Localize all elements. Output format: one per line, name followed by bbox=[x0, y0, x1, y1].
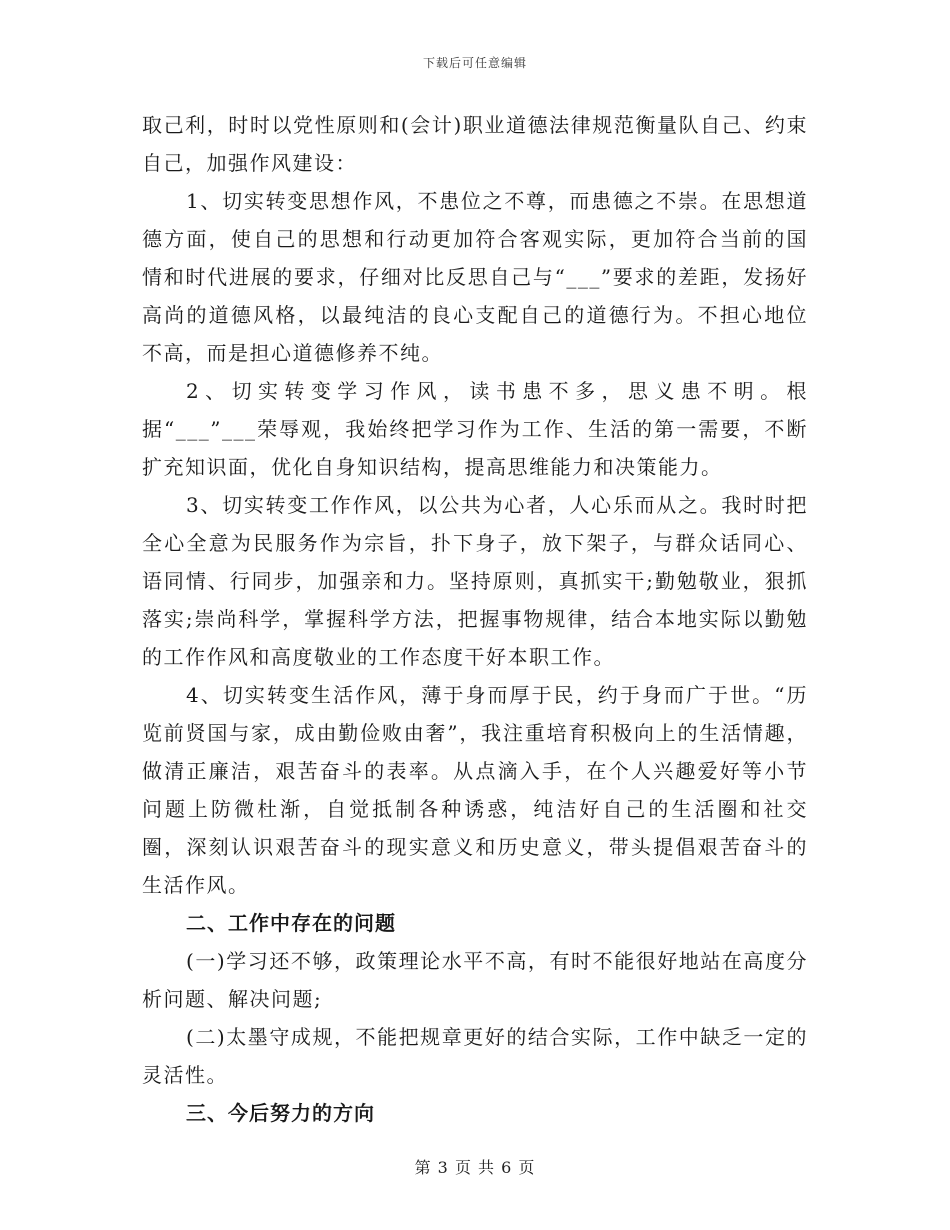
paragraph-item-3: 3、切实转变工作作风，以公共为心者，人心乐而从之。我时时把全心全意为民服务作为宗旨，扑下身子，放下架子，与群众话同心、语同情、行同步，加强亲和力。坚持原则，真抓实干;勤勉敬业，狠抓落实;崇尚科学，掌握科学方法，把握事物规律，结合本地实际以勤勉的工作作风和高度敬业的工作态度干好本职工作。 bbox=[142, 493, 808, 669]
paragraph-problem-1: (一)学习还不够，政策理论水平不高，有时不能很好地站在高度分析问题、解决问题; bbox=[142, 949, 808, 1011]
page-number: 第 3 页 共 6 页 bbox=[414, 1158, 536, 1177]
paragraph-item-1: 1、切实转变思想作风，不患位之不尊，而患德之不崇。在思想道德方面，使自己的思想和行动更加符合客观实际，更加符合当前的国情和时代进展的要求，仔细对比反思自己与“___”要求的差距，发扬好高尚的道德风格，以最纯洁的良心支配自己的道德行为。不担心地位不高，而是担心道德修养不纯。 bbox=[142, 189, 808, 365]
paragraph-problem-2: (二)太墨守成规，不能把规章更好的结合实际，工作中缺乏一定的灵活性。 bbox=[142, 1025, 808, 1087]
paragraph-item-2: 2、切实转变学习作风，读书患不多，思义患不明。根据“___”___荣辱观，我始终把学习作为工作、生活的第一需要，不断扩充知识面，优化自身知识结构，提高思维能力和决策能力。 bbox=[142, 379, 808, 479]
paragraph-item-4: 4、切实转变生活作风，薄于身而厚于民，约于身而广于世。“历览前贤国与家，成由勤俭败由奢”，我注重培育积极向上的生活情趣，做清正廉洁，艰苦奋斗的表率。从点滴入手，在个人兴趣爱好等小节问题上防微杜渐，自觉抵制各种诱惑，纯洁好自己的生活圈和社交圈，深刻认识艰苦奋斗的现实意义和历史意义，带头提倡艰苦奋斗的生活作风。 bbox=[142, 683, 808, 897]
page-header: 下载后可任意编辑 bbox=[422, 56, 527, 70]
section-heading-problems: 二、工作中存在的问题 bbox=[186, 911, 396, 935]
paragraph-continuation: 取己利，时时以党性原则和(会计)职业道德法律规范衡量队自己、约束自己，加强作风建设： bbox=[142, 113, 808, 175]
section-heading-direction: 三、今后努力的方向 bbox=[186, 1101, 375, 1125]
document-body bbox=[142, 106, 808, 1132]
